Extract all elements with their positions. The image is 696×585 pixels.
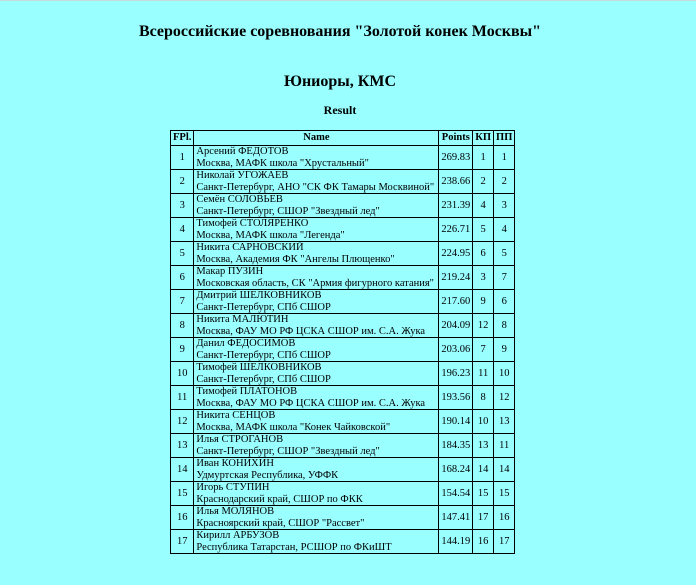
- skater-name: Тимофей ПЛАТОНОВ: [196, 386, 298, 397]
- name-cell: [194, 170, 439, 194]
- kp-cell: 2: [473, 170, 494, 194]
- skater-club: Москва, Академия ФК "Ангелы Плющенко": [196, 253, 395, 265]
- skater-club: Санкт-Петербург, АНО "СК ФК Тамары Москвиной": [196, 181, 435, 193]
- points-cell: 238.66: [439, 170, 473, 194]
- pp-cell: 6: [494, 290, 515, 314]
- pp-cell: 17: [494, 530, 515, 554]
- place-cell: 4: [171, 218, 194, 242]
- skater-name: Макар ПУЗИН: [196, 266, 264, 277]
- place-cell: 11: [171, 386, 194, 410]
- points-cell: 226.71: [439, 218, 473, 242]
- skater-club: Республика Татарстан, РСШОР по ФКиШТ: [196, 541, 392, 553]
- skater-name: Никита САРНОВСКИЙ: [196, 242, 304, 253]
- points-cell: 204.09: [439, 314, 473, 338]
- place-cell: 7: [171, 290, 194, 314]
- points-cell: 217.60: [439, 290, 473, 314]
- skater-club: Санкт-Петербург, СШОР "Звездный лед": [196, 205, 380, 217]
- category-heading: Юниоры, КМС: [283, 73, 397, 90]
- skater-name: Игорь СТУПИН: [196, 482, 270, 493]
- place-cell: 15: [171, 482, 194, 506]
- table-row: [171, 482, 515, 506]
- points-cell: 269.83: [439, 146, 473, 170]
- place-cell: 14: [171, 458, 194, 482]
- kp-cell: 9: [473, 290, 494, 314]
- header-pp: ПП: [494, 131, 515, 146]
- skater-name: Семён СОЛОВЬЕВ: [196, 194, 283, 205]
- pp-cell: 15: [494, 482, 515, 506]
- kp-cell: 3: [473, 266, 494, 290]
- pp-cell: 1: [494, 146, 515, 170]
- points-cell: 184.35: [439, 434, 473, 458]
- table-row: [171, 338, 515, 362]
- pp-cell: 10: [494, 362, 515, 386]
- table-row: [171, 434, 515, 458]
- place-cell: 17: [171, 530, 194, 554]
- skater-name: Тимофей СТОЛЯРЕНКО: [196, 218, 309, 229]
- pp-cell: 3: [494, 194, 515, 218]
- skater-name: Никита СЕНЦОВ: [196, 410, 276, 421]
- pp-cell: 2: [494, 170, 515, 194]
- kp-cell: 6: [473, 242, 494, 266]
- results-table: [170, 130, 515, 554]
- place-cell: 13: [171, 434, 194, 458]
- header-name: Name: [194, 131, 439, 146]
- pp-cell: 7: [494, 266, 515, 290]
- points-cell: 231.39: [439, 194, 473, 218]
- table-row: [171, 146, 515, 170]
- points-cell: 147.41: [439, 506, 473, 530]
- skater-name: Данил ФЕДОСИМОВ: [196, 338, 296, 349]
- header-points: Points: [439, 131, 473, 146]
- skater-name: Тимофей ШЕЛКОВНИКОВ: [196, 362, 322, 373]
- table-row: [171, 290, 515, 314]
- name-cell: [194, 530, 439, 554]
- table-row: [171, 410, 515, 434]
- top-border: [0, 0, 696, 1]
- pp-cell: 16: [494, 506, 515, 530]
- skater-club: Москва, ФАУ МО РФ ЦСКА СШОР им. С.А. Жука: [196, 325, 426, 337]
- name-cell: [194, 434, 439, 458]
- pp-cell: 5: [494, 242, 515, 266]
- kp-cell: 11: [473, 362, 494, 386]
- table-row: [171, 170, 515, 194]
- skater-club: Краснодарский край, СШОР по ФКК: [196, 493, 363, 505]
- skater-name: Никита МАЛЮТИН: [196, 314, 289, 325]
- name-cell: [194, 362, 439, 386]
- pp-cell: 14: [494, 458, 515, 482]
- name-cell: [194, 146, 439, 170]
- kp-cell: 7: [473, 338, 494, 362]
- place-cell: 3: [171, 194, 194, 218]
- place-cell: 2: [171, 170, 194, 194]
- name-cell: [194, 266, 439, 290]
- kp-cell: 15: [473, 482, 494, 506]
- pp-cell: 8: [494, 314, 515, 338]
- points-cell: 190.14: [439, 410, 473, 434]
- skater-name: Илья СТРОГАНОВ: [196, 434, 284, 445]
- skater-name: Кирилл АРБУЗОВ: [196, 530, 280, 541]
- skater-club: Москва, МАФК школа "Легенда": [196, 229, 345, 241]
- page-title: Всероссийские соревнования "Золотой конек Москвы": [138, 23, 542, 40]
- kp-cell: 17: [473, 506, 494, 530]
- kp-cell: 10: [473, 410, 494, 434]
- skater-club: Красноярский край, СШОР "Рассвет": [196, 517, 365, 529]
- name-cell: [194, 242, 439, 266]
- pp-cell: 4: [494, 218, 515, 242]
- place-cell: 10: [171, 362, 194, 386]
- header-kp: КП: [473, 131, 494, 146]
- skater-name: Илья МОЛЯНОВ: [196, 506, 275, 517]
- skater-name: Николай УГОЖАЕВ: [196, 170, 289, 181]
- table-row: [171, 386, 515, 410]
- skater-name: Арсений ФЕДОТОВ: [196, 146, 289, 157]
- points-cell: 154.54: [439, 482, 473, 506]
- table-row: [171, 506, 515, 530]
- name-cell: [194, 458, 439, 482]
- kp-cell: 12: [473, 314, 494, 338]
- points-cell: 196.23: [439, 362, 473, 386]
- pp-cell: 11: [494, 434, 515, 458]
- points-cell: 144.19: [439, 530, 473, 554]
- kp-cell: 4: [473, 194, 494, 218]
- name-cell: [194, 386, 439, 410]
- skater-club: Москва, МАФК школа "Конек Чайковской": [196, 421, 391, 433]
- table-body: [171, 146, 515, 554]
- skater-name: Иван КОНИХИН: [196, 458, 274, 469]
- place-cell: 5: [171, 242, 194, 266]
- skater-club: Московская область, СК "Армия фигурного катания": [196, 277, 434, 289]
- skater-club: Удмуртская Республика, УФФК: [196, 469, 339, 481]
- table-row: [171, 314, 515, 338]
- pp-cell: 9: [494, 338, 515, 362]
- place-cell: 8: [171, 314, 194, 338]
- place-cell: 6: [171, 266, 194, 290]
- name-cell: [194, 194, 439, 218]
- name-cell: [194, 482, 439, 506]
- kp-cell: 5: [473, 218, 494, 242]
- place-cell: 1: [171, 146, 194, 170]
- kp-cell: 14: [473, 458, 494, 482]
- points-cell: 193.56: [439, 386, 473, 410]
- place-cell: 12: [171, 410, 194, 434]
- table-row: [171, 458, 515, 482]
- skater-club: Санкт-Петербург, СПб СШОР: [196, 373, 331, 385]
- table-row: [171, 242, 515, 266]
- place-cell: 16: [171, 506, 194, 530]
- table-row: [171, 194, 515, 218]
- skater-club: Санкт-Петербург, СПб СШОР: [196, 301, 331, 313]
- table-row: [171, 530, 515, 554]
- table-row: [171, 266, 515, 290]
- kp-cell: 13: [473, 434, 494, 458]
- skater-club: Санкт-Петербург, СШОР "Звездный лед": [196, 445, 380, 457]
- table-row: [171, 218, 515, 242]
- name-cell: [194, 506, 439, 530]
- points-cell: 168.24: [439, 458, 473, 482]
- name-cell: [194, 338, 439, 362]
- points-cell: 224.95: [439, 242, 473, 266]
- skater-club: Санкт-Петербург, СПб СШОР: [196, 349, 331, 361]
- name-cell: [194, 218, 439, 242]
- skater-name: Дмитрий ШЕЛКОВНИКОВ: [196, 290, 322, 301]
- table-row: [171, 362, 515, 386]
- points-cell: 203.06: [439, 338, 473, 362]
- skater-club: Москва, МАФК школа "Хрустальный": [196, 157, 369, 169]
- name-cell: [194, 314, 439, 338]
- skater-club: Москва, ФАУ МО РФ ЦСКА СШОР им. С.А. Жука: [196, 397, 426, 409]
- name-cell: [194, 290, 439, 314]
- place-cell: 9: [171, 338, 194, 362]
- header-fpl: FPl.: [171, 131, 194, 146]
- result-heading: Result: [323, 103, 357, 117]
- points-cell: 219.24: [439, 266, 473, 290]
- pp-cell: 13: [494, 410, 515, 434]
- kp-cell: 8: [473, 386, 494, 410]
- kp-cell: 1: [473, 146, 494, 170]
- kp-cell: 16: [473, 530, 494, 554]
- table-header-row: [171, 131, 515, 146]
- pp-cell: 12: [494, 386, 515, 410]
- name-cell: [194, 410, 439, 434]
